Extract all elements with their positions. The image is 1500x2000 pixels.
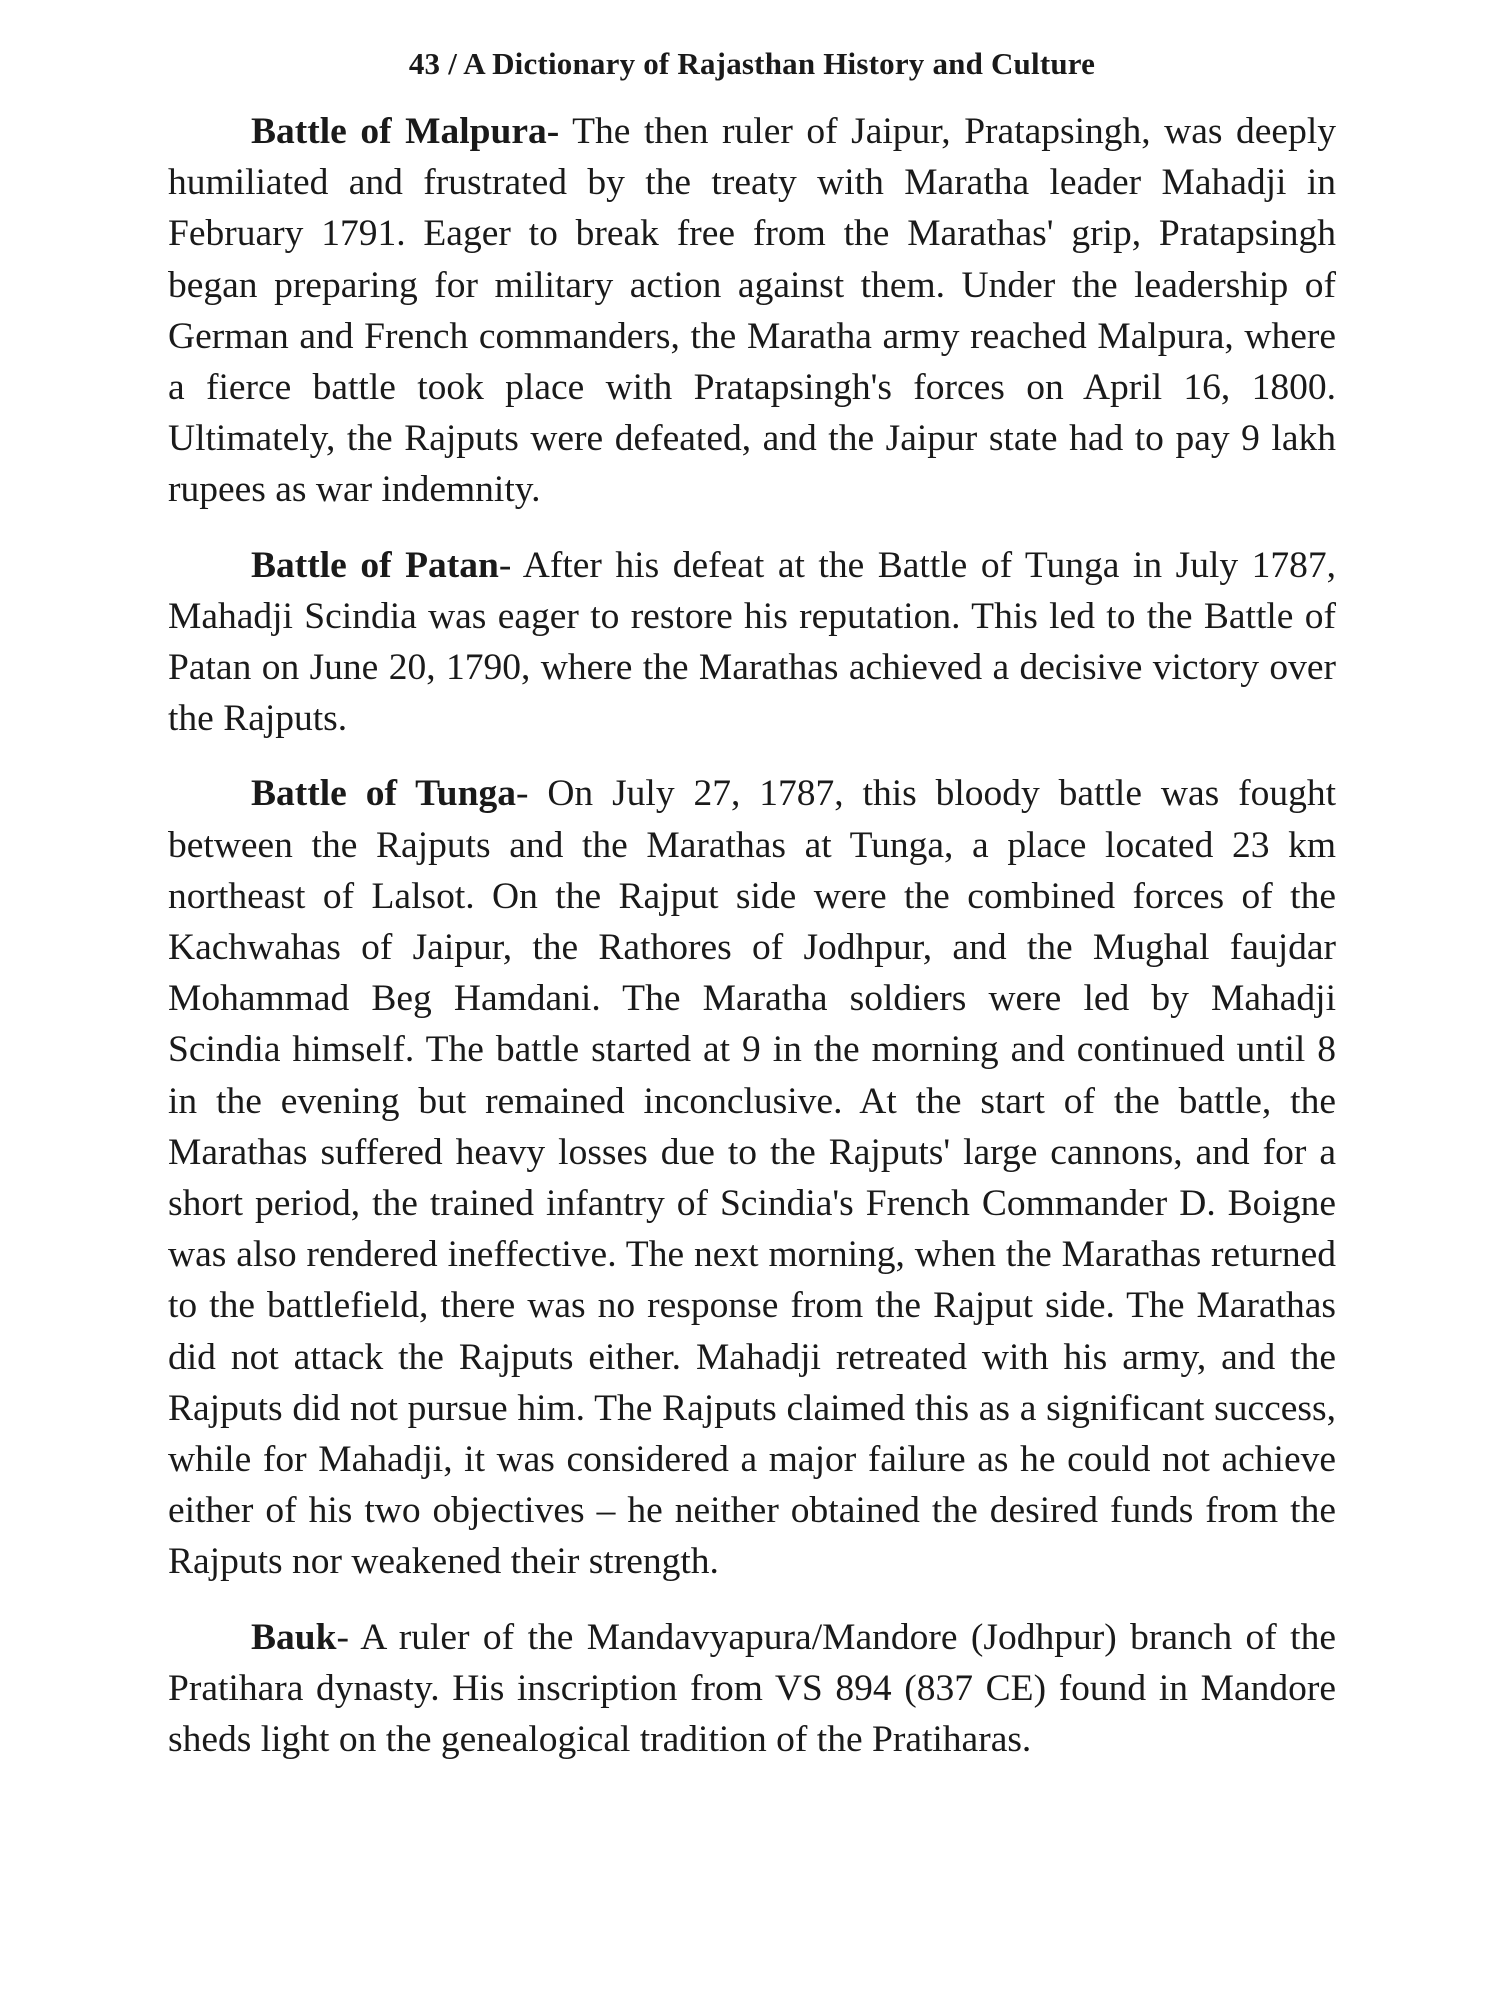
entry-battle-of-patan — [168, 540, 1336, 745]
entry-text: The then ruler of Jaipur, Pratapsingh, was deeply humiliated and frustrated by the treaty with Maratha leader Mahadji in February 1791. Eager to break free from the Marathas' grip, Pratapsingh began preparing for military action against them. Under the leadership of German and French commanders, the Maratha army reached Malpura, where a fierce battle took place with Pratapsingh's forces on April 16, 1800. Ultimately, the Rajputs were defeated, and the Jaipur state had to pay 9 lakh rupees as war indemnity. — [168, 111, 1336, 511]
entry-term: Bauk — [251, 1616, 337, 1658]
entry-text: - A ruler of the Mandavyapura/Mandore (Jodhpur) branch of the Pratihara dynasty. His inscription from VS 894 (837 CE) found in Mandore sheds light on the genealogical tradition of the Pratiharas. — [168, 1616, 1336, 1761]
entry-bauk — [168, 1612, 1336, 1766]
entry-term: Battle of Tunga — [251, 773, 516, 815]
document-page — [168, 44, 1336, 1789]
running-header: 43 / A Dictionary of Rajasthan History and Culture — [408, 46, 1096, 81]
entry-text: - On July 27, 1787, this bloody battle was fought between the Rajputs and the Marathas at Tunga, a place located 23 km northeast of Lalsot. On the Rajput side were the combined forces of the Kachwahas of Jaipur, the Rathores of Jodhpur, and the Mughal faujdar Mohammad Beg Hamdani. The Maratha soldiers were led by Mahadji Scindia himself. The battle started at 9 in the morning and continued until 8 in the evening but remained inconclusive. At the start of the battle, the Marathas suffered heavy losses due to the Rajputs' large cannons, and for a short period, the trained infantry of Scindia's French Commander D. Boigne was also rendered ineffective. The next morning, when the Marathas returned to the battlefield, there was no response from the Rajput side. The Marathas did not attack the Rajputs either. Mahadji retreated with his army, and the Rajputs did not pursue him. The Rajputs claimed this as a significant success, while for Mahadji, it was considered a major failure as he could not achieve either of his two objectives – he neither obtained the desired funds from the Rajputs nor weakened their strength. — [168, 773, 1336, 1583]
entry-battle-of-malpura — [168, 106, 1336, 516]
entry-battle-of-tunga — [168, 768, 1336, 1587]
entry-term: Battle of Patan — [251, 544, 499, 586]
entry-text: - After his defeat at the Battle of Tunga in July 1787, Mahadji Scindia was eager to restore his reputation. This led to the Battle of Patan on June 20, 1790, where the Marathas achieved a decisive victory over the Rajputs. — [168, 544, 1337, 740]
entry-term: Battle of Malpura- — [251, 111, 560, 152]
